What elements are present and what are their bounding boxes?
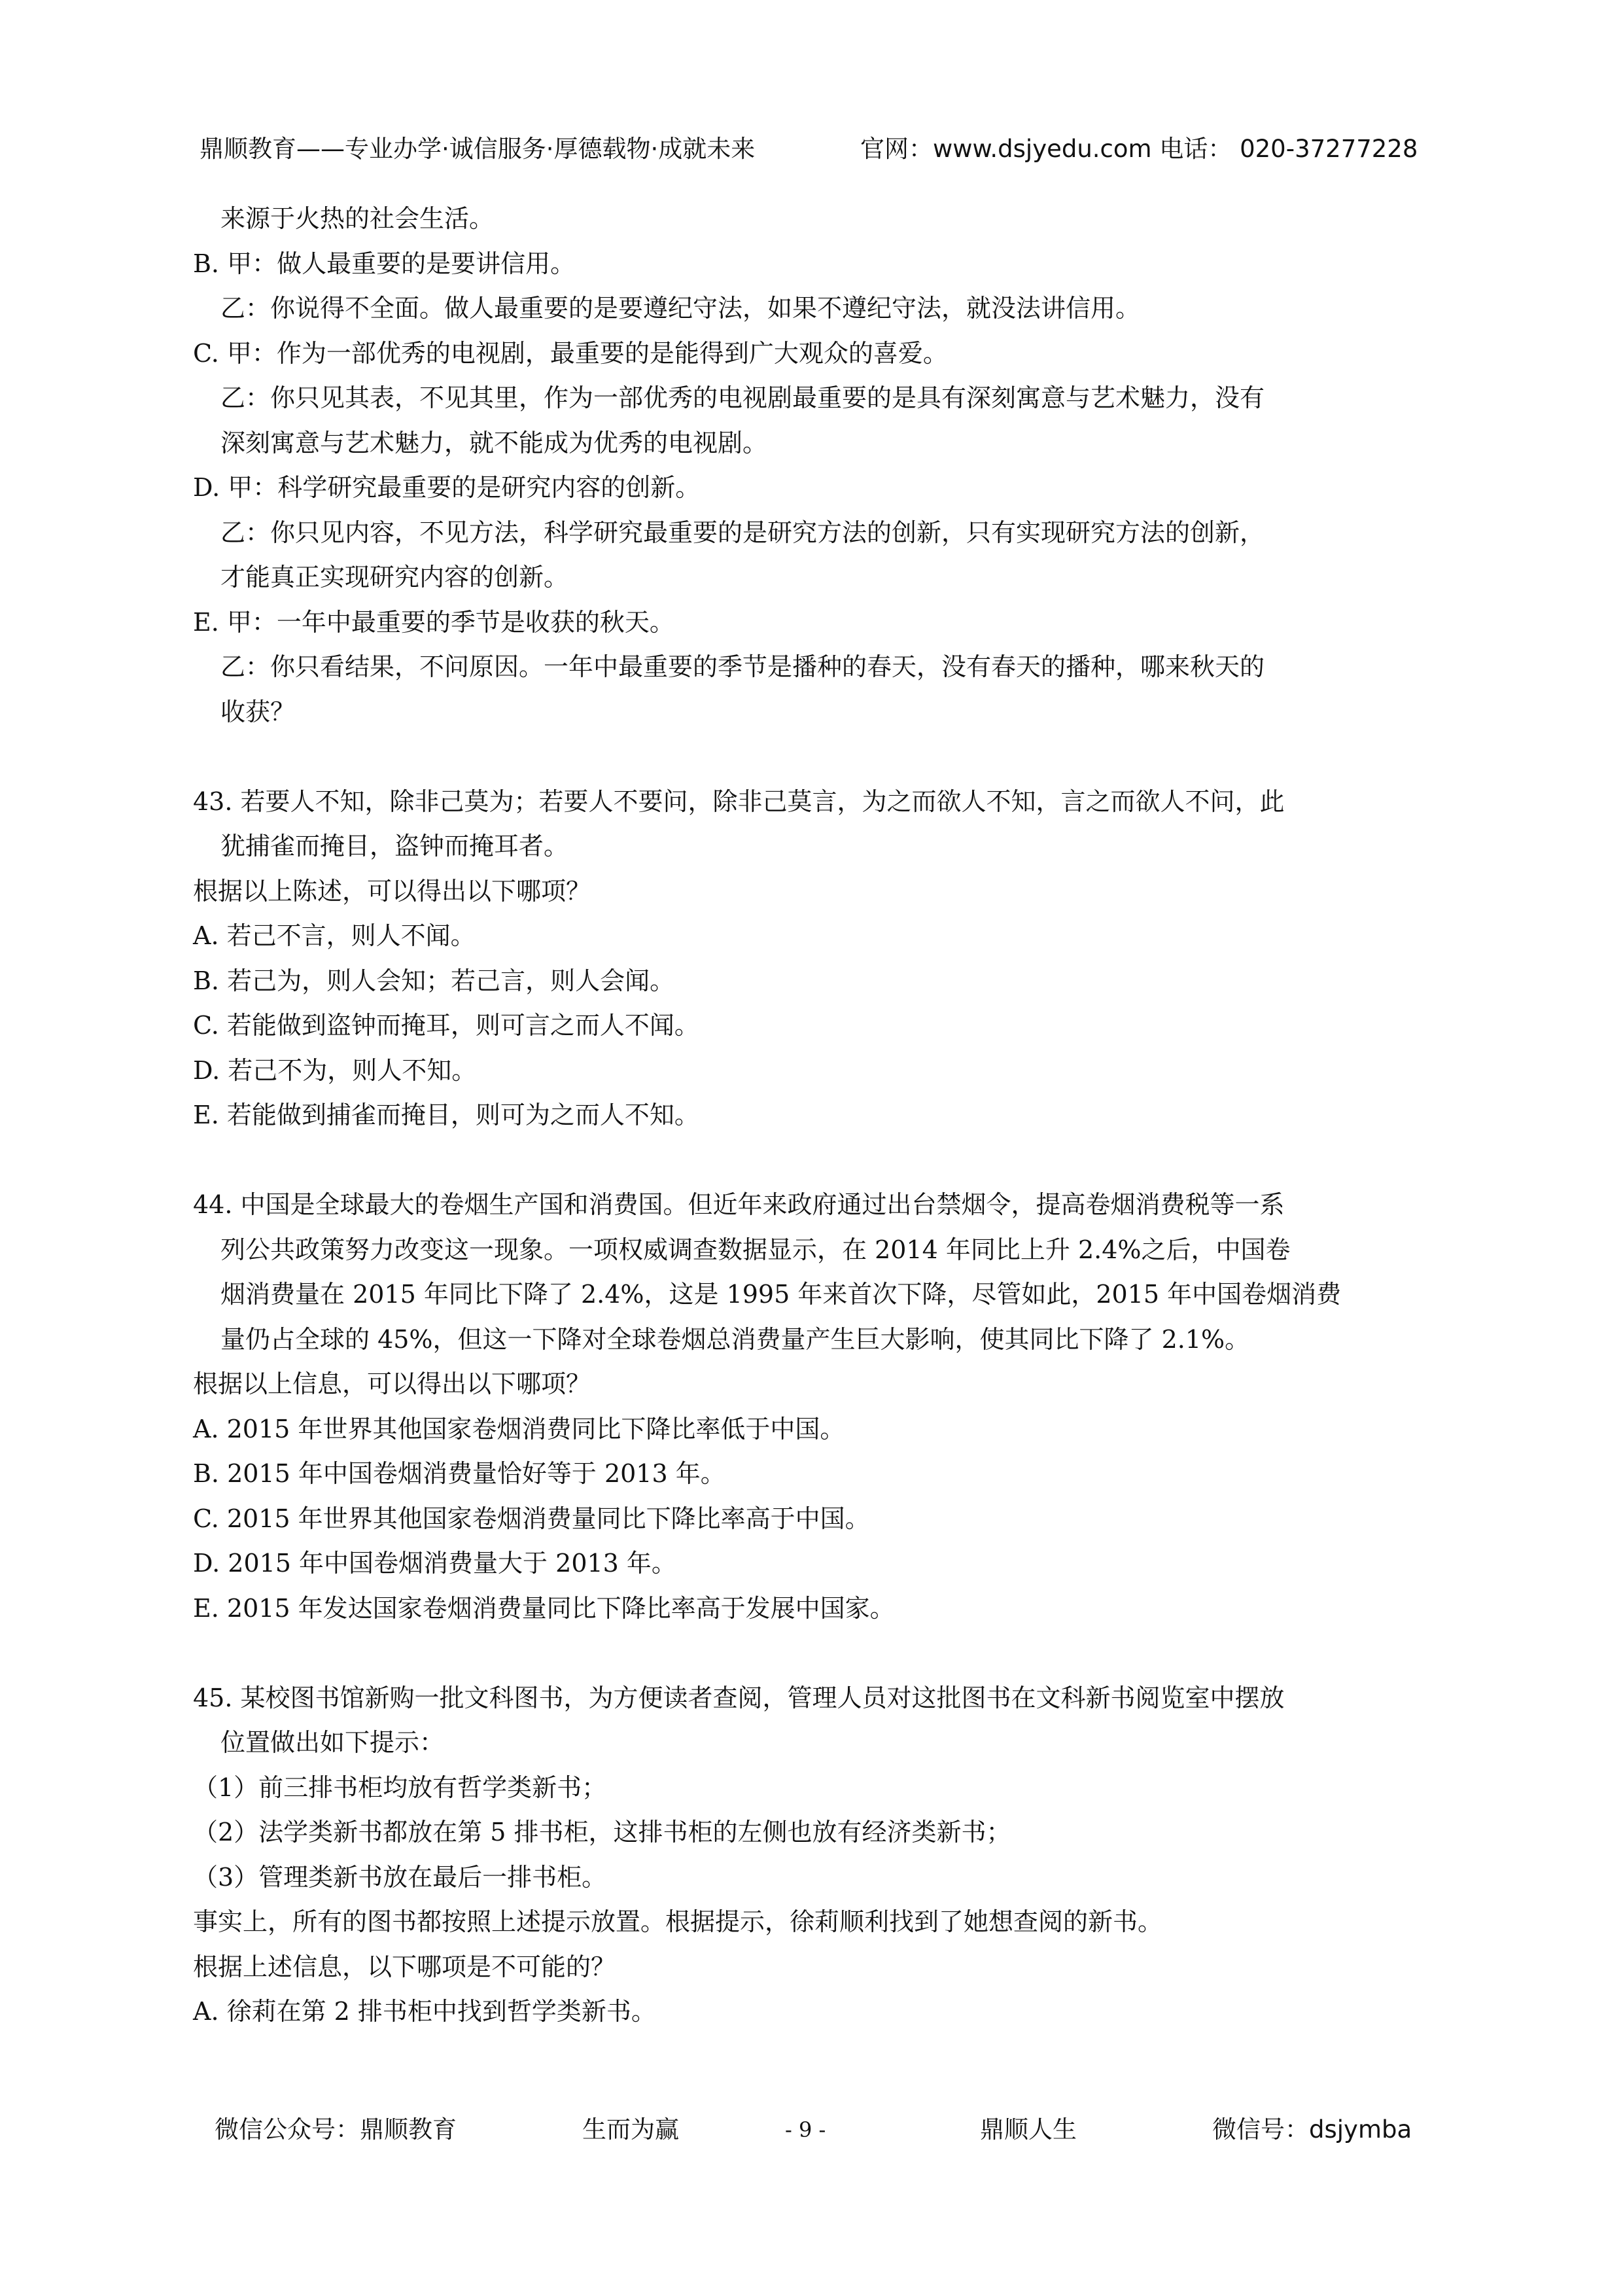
question-stem-cont: 犹捕雀而掩目，盗钟而掩耳者。 xyxy=(220,832,569,860)
spacer xyxy=(193,1631,1436,1676)
option-a-tail: 来源于火热的社会生活。 xyxy=(220,204,495,233)
question-prompt: 根据以上陈述，可以得出以下哪项？ xyxy=(193,876,591,906)
option-d-reply-cont: 才能真正实现研究内容的创新。 xyxy=(220,563,569,592)
question-42-continued xyxy=(193,196,1436,734)
question-45 xyxy=(193,1676,1436,2034)
page-footer xyxy=(0,2110,1623,2149)
footer-wechat-public: 微信公众号：鼎顺教育 xyxy=(215,2115,457,2144)
page-number: - 9 - xyxy=(785,2117,826,2142)
question-stem-cont: 列公共政策努力改变这一现象。一项权威调查数据显示，在 2014 年同比上升 2.4%之后，中国卷 xyxy=(220,1235,1291,1264)
question-stem: 43. 若要人不知，除非己莫为；若要人不要问，除非己莫言，为之而欲人不知，言之而欲人不问，此 xyxy=(193,786,1285,816)
option-e-line: E. 甲：一年中最重要的季节是收获的秋天。 xyxy=(193,607,674,637)
option-e: E. 2015 年发达国家卷烟消费量同比下降比率高于发展中国家。 xyxy=(193,1593,895,1623)
option-a: A. 若己不言，则人不闻。 xyxy=(193,921,476,950)
hint-1: （1）前三排书柜均放有哲学类新书； xyxy=(193,1773,607,1802)
question-43 xyxy=(193,779,1436,1138)
option-c-line: C. 甲：作为一部优秀的电视剧，最重要的是能得到广大观众的喜爱。 xyxy=(193,338,948,368)
question-stem-cont: 烟消费量在 2015 年同比下降了 2.4%，这是 1995 年来首次下降，尽管如此，2015 年中国卷烟消费 xyxy=(220,1280,1342,1309)
option-c-reply: 乙：你只见其表，不见其里，作为一部优秀的电视剧最重要的是具有深刻寓意与艺术魅力，没有 xyxy=(220,383,1265,412)
question-stem-cont: 位置做出如下提示： xyxy=(220,1728,445,1757)
question-44 xyxy=(193,1182,1436,1631)
fact-statement: 事实上，所有的图书都按照上述提示放置。根据提示，徐莉顺利找到了她想查阅的新书。 xyxy=(193,1907,1163,1936)
option-c: C. 若能做到盗钟而掩耳，则可言之而人不闻。 xyxy=(193,1011,699,1040)
question-prompt: 根据上述信息，以下哪项是不可能的？ xyxy=(193,1952,616,1981)
question-stem-cont: 量仍占全球的 45%，但这一下降对全球卷烟总消费量产生巨大影响，使其同比下降了 2.1%。 xyxy=(220,1324,1250,1354)
page-header xyxy=(200,130,1429,169)
footer-wechat-id: 微信号：dsjymba xyxy=(1212,2115,1412,2144)
option-a: A. 2015 年世界其他国家卷烟消费同比下降比率低于中国。 xyxy=(193,1414,845,1443)
hint-3: （3）管理类新书放在最后一排书柜。 xyxy=(193,1862,607,1892)
hint-2: （2）法学类新书都放在第 5 排书柜，这排书柜的左侧也放有经济类新书； xyxy=(193,1818,1011,1846)
option-c-reply-cont: 深刻寓意与艺术魅力，就不能成为优秀的电视剧。 xyxy=(220,428,768,457)
option-b-reply: 乙：你说得不全面。做人最重要的是要遵纪守法，如果不遵纪守法，就没法讲信用。 xyxy=(220,294,1141,323)
footer-life: 鼎顺人生 xyxy=(980,2115,1077,2144)
spacer xyxy=(193,734,1436,779)
option-b: B. 若己为，则人会知；若己言，则人会闻。 xyxy=(193,966,675,995)
header-contact: 官网：www.dsjyedu.com 电话： 020-37277228 xyxy=(860,135,1418,163)
option-c: C. 2015 年世界其他国家卷烟消费量同比下降比率高于中国。 xyxy=(193,1504,870,1533)
footer-motto: 生而为赢 xyxy=(582,2115,679,2144)
spacer xyxy=(193,1138,1436,1183)
option-d-line: D. 甲：科学研究最重要的是研究内容的创新。 xyxy=(193,473,701,502)
question-stem: 44. 中国是全球最大的卷烟生产国和消费国。但近年来政府通过出台禁烟令，提高卷烟消费税等一系 xyxy=(193,1190,1285,1219)
header-slogan: 鼎顺教育——专业办学·诚信服务·厚德载物·成就未来 xyxy=(200,135,756,163)
option-b-line: B. 甲：做人最重要的是要讲信用。 xyxy=(193,249,576,278)
question-stem: 45. 某校图书馆新购一批文科图书，为方便读者查阅，管理人员对这批图书在文科新书阅览室中摆放 xyxy=(193,1683,1285,1712)
option-a: A. 徐莉在第 2 排书柜中找到哲学类新书。 xyxy=(193,1997,656,2026)
option-e: E. 若能做到捕雀而掩目，则可为之而人不知。 xyxy=(193,1101,699,1129)
option-e-reply-cont: 收获？ xyxy=(220,697,296,726)
question-prompt: 根据以上信息，可以得出以下哪项？ xyxy=(193,1369,591,1398)
option-b: B. 2015 年中国卷烟消费量恰好等于 2013 年。 xyxy=(193,1459,725,1488)
option-e-reply: 乙：你只看结果，不问原因。一年中最重要的季节是播种的春天，没有春天的播种，哪来秋天的 xyxy=(220,652,1265,681)
option-d-reply: 乙：你只见内容，不见方法，科学研究最重要的是研究方法的创新，只有实现研究方法的创新， xyxy=(220,518,1265,547)
option-d: D. 2015 年中国卷烟消费量大于 2013 年。 xyxy=(193,1549,676,1578)
option-d: D. 若己不为，则人不知。 xyxy=(193,1055,477,1085)
page-content xyxy=(193,196,1436,2034)
